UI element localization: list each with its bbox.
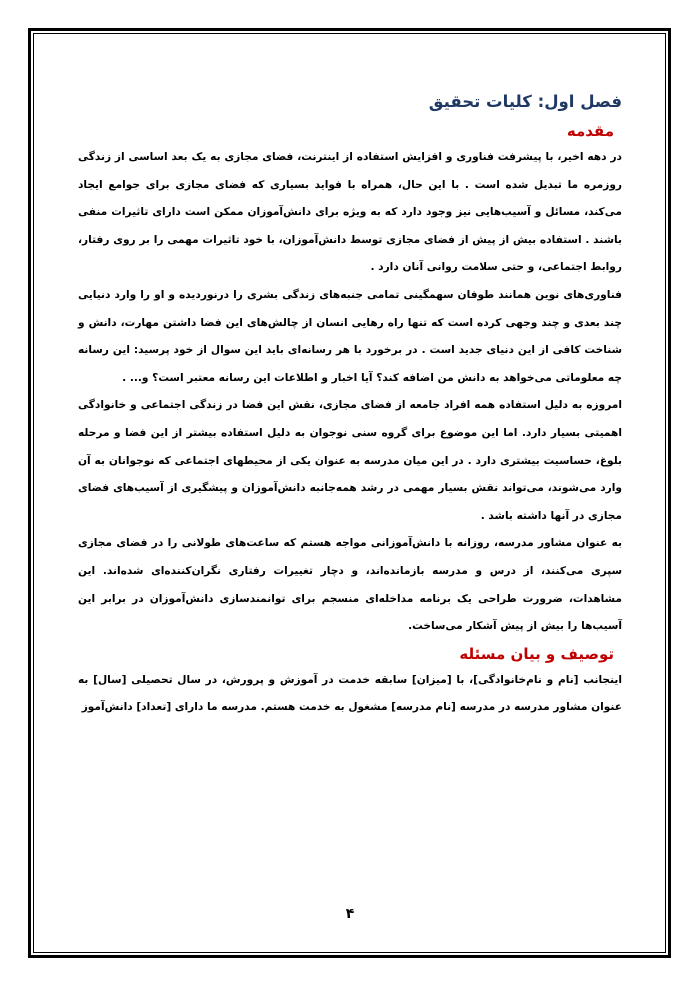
intro-paragraph-3: امروزه به دلیل استفاده همه افراد جامعه از فضای مجازی، نقش این فضا در زندگی اجتماعی و خانوادگی اهمیتی بسیار دارد. اما این موضوع برای گروه سنی نوجوان به دلیل استفاده بیشتر از این فضا و مرحله بلوغ، حساسیت بیشتری دارد . در این میان مدرسه به عنوان یکی از محیطهای اجتماعی که نوجوانان به آن وارد می‌شوند، می‌تواند نقش بسیار مهمی در رشد همه‌جانبه دانش‌آموزان و پیشگیری از آسیب‌های فضای مجازی در آنها داشته باشد . [78,399,622,522]
intro-heading: مقدمه [566,122,614,140]
intro-paragraph-4: به عنوان مشاور مدرسه، روزانه با دانش‌آموزانی مواجه هستم که ساعت‌های طولانی را در فضای مجازی سپری می‌کنند، از درس و مدرسه بازمانده‌اند، و دچار تغییرات رفتاری نگران‌کننده‌ای شده‌اند. این مشاهدات، ضرورت طراحی یک برنامه مداخله‌ای منسجم برای توانمندسازی دانش‌آموزان در برابر این آسیب‌ها را بیش از پیش آشکار می‌ساخت. [78,537,622,633]
page-number: ۴ [345,906,355,922]
intro-paragraph-1: در دهه اخیر، با پیشرفت فناوری و افزایش استفاده از اینترنت، فضای مجازی به یک بعد اساسی از زندگی روزمره ما تبدیل شده است . با این حال، همراه با فواید بسیاری که فضای مجازی برای جوامع ایجاد می‌کند، مسائل و آسیب‌هایی نیز وجود دارد که به ویژه برای دانش‌آموزان ممکن است دارای تاثیرات منفی باشند . استفاده بیش از پیش از فضای مجازی توسط دانش‌آموزان، با خود تاثیرات مهمی را بر روی رفتار، روابط اجتماعی، و حتی سلامت روانی آنان دارد . [78,151,622,274]
intro-paragraph-2: فناوری‌های نوین همانند طوفان سهمگینی تمامی جنبه‌های زندگی بشری را درنوردیده و او را وارد دنیایی چند بعدی و چند وجهی کرده است که تنها راه رهایی انسان از چالش‌های این فضا داشتن مهارت، دانش و شناخت کافی از این دنیای جدید است . در برخورد با هر رسانه‌ای باید این سوال از خود پرسید: این رسانه چه معلوماتی می‌خواهد به دانش من اضافه کند؟ آیا اخبار و اطلاعات این رسانه معتبر است؟ و... . [78,288,622,384]
problem-paragraph: اینجانب [نام و نام‌خانوادگی]، با [میزان] سابقه خدمت در آموزش و پرورش، در سال تحصیلی [سال] به عنوان مشاور مدرسه در مدرسه [نام مدرسه] مشغول به خدمت هستم. مدرسه ما دارای [تعداد] دانش‌آموز [78,673,622,714]
page-content [78,86,622,722]
chapter-title: فصل اول: کلیات تحقیق [428,92,622,111]
problem-heading: توصیف و بیان مسئله [459,644,614,663]
